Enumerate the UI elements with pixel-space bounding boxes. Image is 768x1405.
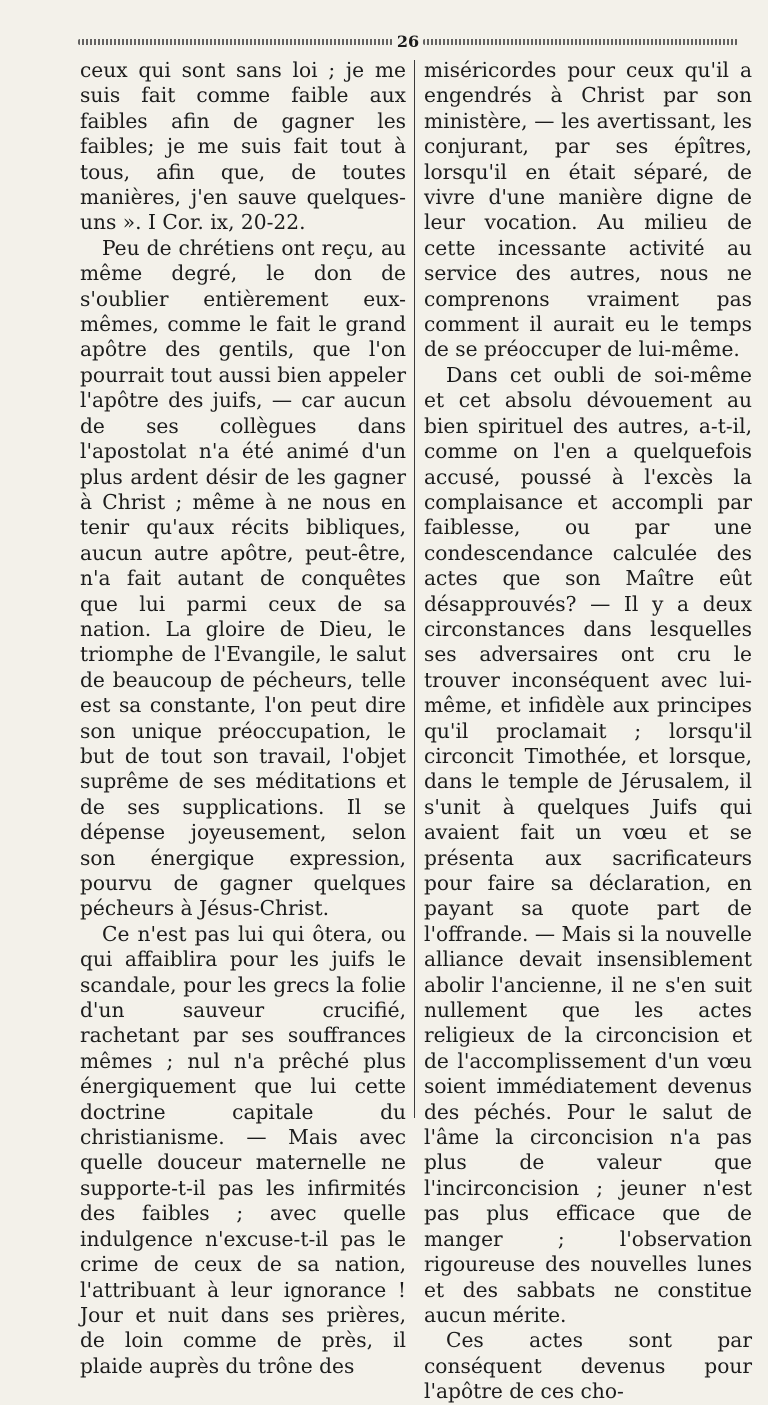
right-column	[424, 58, 752, 1405]
page-number: 26	[396, 32, 420, 51]
paragraph: ceux qui sont sans loi ; je me suis fait comme faible aux faibles afin de gagner les faibles; je me suis fait tout à tous, afin que, de toutes manières, j'en sauve quelques-uns ». I Cor. ix, 20-22.	[80, 58, 406, 235]
left-column	[80, 58, 406, 1379]
paragraph: Ces actes sont par conséquent devenus pour l'apôtre de ces cho-	[424, 1328, 752, 1404]
paragraph: Peu de chrétiens ont reçu, au même degré, le don de s'oublier entièrement eux-mêmes, comme le fait le grand apôtre des gentils, que l'on pourrait tout aussi bien appeler l'apôtre des juifs, — car aucun de ses collègues dans l'apostolat n'a été animé d'un plus ardent désir de les gagner à Christ ; même à ne nous en tenir qu'aux récits bibliques, aucun autre apôtre, peut-être, n'a fait autant de conquêtes que lui parmi ceux de sa nation. La gloire de Dieu, le triomphe de l'Evangile, le salut de beaucoup de pécheurs, telle est sa constante, l'on peut dire son unique préoccupation, le but de tout son travail, l'objet suprême de ses méditations et de ses supplications. Il se dépense joyeusement, selon son énergique expression, pourvu de gagner quelques pécheurs à Jésus-Christ.	[80, 235, 406, 921]
paragraph: Ce n'est pas lui qui ôtera, ou qui affaiblira pour les juifs le scandale, pour les grecs la folie d'un sauveur crucifié, rachetant par ses souffrances mêmes ; nul n'a prêché plus énergiquement que lui cette doctrine capitale du christianisme. — Mais avec quelle douceur maternelle ne supporte-t-il pas les infirmités des faibles ; avec quelle indulgence n'excuse-t-il pas le crime de ceux de sa nation, l'attribuant à leur ignorance ! Jour et nuit dans ses prières, de loin comme de près, il plaide auprès du trône des	[80, 921, 406, 1378]
column-divider	[414, 60, 415, 1118]
page-header	[78, 32, 738, 52]
paragraph: miséricordes pour ceux qu'il a engendrés à Christ par son ministère, — les avertissant, les conjurant, par ses épîtres, lorsqu'il en était séparé, de vivre d'une manière digne de leur vocation. Au milieu de cette incessante activité au service des autres, nous ne comprenons vraiment pas comment il aurait eu le temps de se préoccuper de lui-même.	[424, 58, 752, 362]
header-rule-left	[78, 39, 393, 45]
header-rule-right	[423, 39, 738, 45]
paragraph: Dans cet oubli de soi-même et cet absolu dévouement au bien spirituel des autres, a-t-il, comme on l'en a quelquefois accusé, poussé à l'excès la complaisance et accompli par faiblesse, ou par une condescendance calculée des actes que son Maître eût désapprouvés? — Il y a deux circonstances dans lesquelles ses adversaires ont cru le trouver inconséquent avec lui-même, et infidèle aux principes qu'il proclamait ; lorsqu'il circoncit Timothée, et lorsque, dans le temple de Jérusalem, il s'unit à quelques Juifs qui avaient fait un vœu et se présenta aux sacrificateurs pour faire sa déclaration, en payant sa quote part de l'offrande. — Mais si la nouvelle alliance devait insensiblement abolir l'ancienne, il ne s'en suit nullement que les actes religieux de la circoncision et de l'accomplissement d'un vœu soient immédiatement devenus des péchés. Pour le salut de l'âme la circoncision n'a pas plus de valeur que l'incirconcision ; jeuner n'est pas plus efficace que de manger ; l'observation rigoureuse des nouvelles lunes et des sabbats ne constitue aucun mérite.	[424, 362, 752, 1327]
